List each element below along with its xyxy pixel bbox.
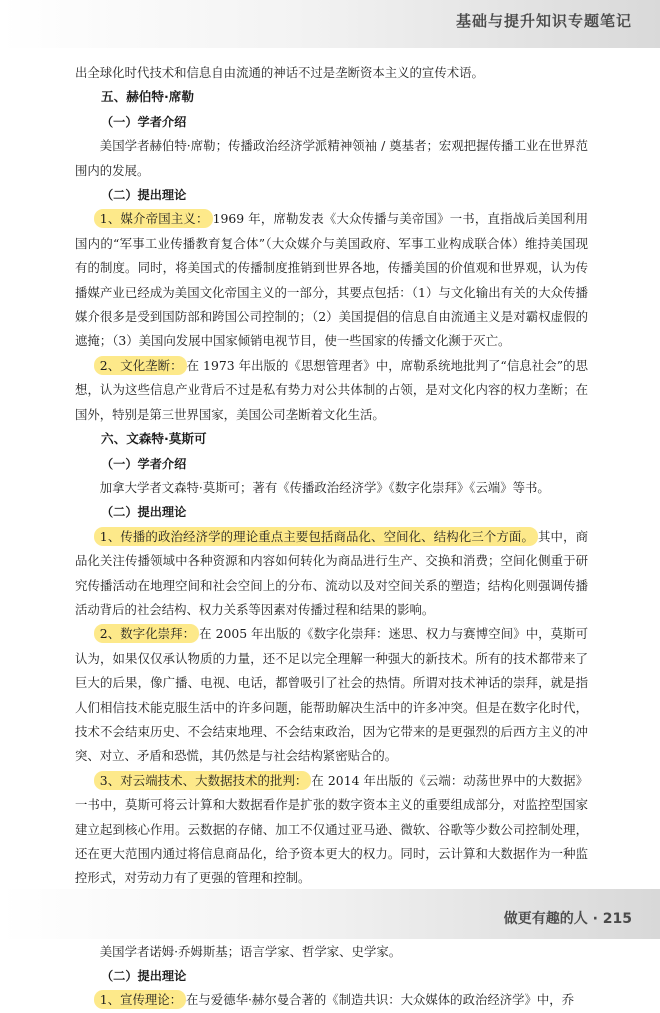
theory-paragraph — [75, 988, 588, 1012]
theory-highlight-label: 3、对云端技术、大数据技术的批判： — [94, 771, 312, 790]
theory-highlight-label: 1、宣传理论： — [94, 990, 186, 1009]
page-footer — [0, 889, 660, 939]
subheading-scholar-intro: （一）学者介绍 — [101, 456, 187, 471]
intro-paragraph: 出全球化时代技术和信息自由流通的神话不过是垄断资本主义的宣传术语。 — [75, 65, 484, 80]
subheading-theory: （二）提出理论 — [101, 188, 187, 203]
theory-paragraph — [75, 207, 588, 353]
theory-text: 其中，商品化关注传播领域中各种资源和内容如何转化为商品进行生产、交换和消费；空间化侧重于研究传播活动在地理空间和社会空间上的分布、流动以及对空间关系的塑造；结构化则强调传播活动背后的社会结构、权力关系等因素对传播过程和结果的影响。 — [75, 528, 588, 617]
scholar-bio: 加拿大学者文森特·莫斯可；著有《传播政治经济学》《数字化崇拜》《云端》等书。 — [99, 479, 550, 495]
theory-paragraph — [75, 354, 588, 427]
theory-paragraph — [75, 622, 588, 768]
theory-highlight-label: 2、数字化崇拜： — [94, 624, 199, 643]
theory-text: 在 1973 年出版的《思想管理者》中，席勒系统地批判了“信息社会”的思想，认为这些信息产业背后不过是私有势力对公共体制的占领，是对文化内容的权力垄断；在国外，特别是第三世界国家，美国公司垄断着文化生活。 — [75, 357, 588, 422]
section-heading-schiller: 五、赫伯特·席勒 — [101, 89, 194, 105]
theory-highlight-label: 1、媒介帝国主义： — [94, 209, 213, 228]
page-header — [0, 0, 660, 48]
theory-text: 在 2005 年出版的《数字化崇拜：迷思、权力与赛博空间》中，莫斯可认为，如果仅仅承认物质的力量，还不足以完全理解一种强大的新技术。所有的技术都带来了巨大的后果，像广播、电视、电话，都曾吸引了社会的热情。所谓对技术神话的崇拜，就是指人们相信技术能克服生活中的许多问题，能帮助解决生活中的许多冲突。但是在数字化时代，技术不会结束历史、不会结束地理、不会结束政治，因为它带来的是更强烈的后西方主义的冲突、对立、矛盾和恐慌，其仍然是与社会结构紧密贴合的。 — [75, 626, 588, 764]
theory-paragraph — [75, 525, 588, 623]
subheading-scholar-intro: （一）学者介绍 — [101, 114, 187, 129]
subheading-theory: （二）提出理论 — [101, 969, 187, 984]
theory-text: 在 2014 年出版的《云端：动荡世界中的大数据》一书中，莫斯可将云计算和大数据看作是扩张的数字资本主义的重要组成部分，对监控型国家建立起到核心作用。云数据的存储、加工不仅通过亚马逊、微软、谷歌等少数公司控制处理，还在更大范围内通过将信息商品化，给予资本更大的权力。同时，云计算和大数据作为一种监控形式，对劳动力有了更强的管理和控制。 — [75, 772, 588, 886]
scholar-bio: 美国学者赫伯特·席勒；传播政治经济学派精神领袖 / 奠基者；宏观把握传播工业在世界范围内的发展。 — [75, 138, 588, 178]
footer-page-number: 做更有趣的人 · 215 — [503, 911, 632, 927]
section-heading-mosco: 六、文森特·莫斯可 — [101, 431, 207, 447]
theory-highlight-label: 2、文化垄断： — [94, 356, 187, 375]
page-content — [75, 61, 588, 1013]
theory-paragraph — [75, 769, 588, 891]
scholar-bio: 美国学者诺姆·乔姆斯基；语言学家、哲学家、史学家。 — [99, 943, 402, 959]
theory-text: 在与爱德华·赫尔曼合著的《制造共识：大众媒体的政治经济学》中，乔 — [186, 992, 575, 1008]
header-title: 基础与提升知识专题笔记 — [455, 12, 632, 30]
theory-highlight-label: 1、传播的政治经济学的理论重点主要包括商品化、空间化、结构化三个方面。 — [94, 527, 538, 546]
theory-text: 1969 年，席勒发表《大众传播与美帝国》一书，直指战后美国利用国内的“军事工业传播教育复合体”（大众媒介与美国政府、军事工业构成联合体）维持美国现有的制度。同时，将美国式的传播制度推销到世界各地，传播美国的价值观和世界观，认为传播媒产业已经成为美国文化帝国主义的一部分，其要点包括：（1）与文化输出有关的大众传播媒介很多是受到国防部和跨国公司控制的；（2）美国提倡的信息自由流通主义是对霸权虚假的遮掩；（3）美国向发展中国家倾销电视节目，使一些国家的传播文化濒于灭亡。 — [75, 211, 588, 349]
subheading-theory: （二）提出理论 — [101, 505, 187, 520]
